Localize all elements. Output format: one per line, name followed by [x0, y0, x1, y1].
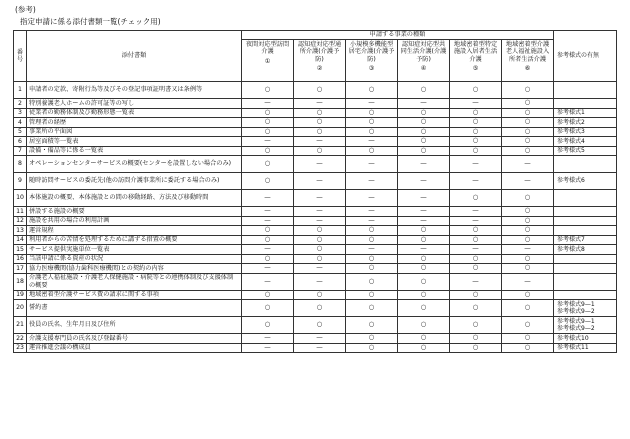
- requirement-mark: —: [346, 156, 398, 173]
- reference-form: [554, 156, 617, 173]
- requirement-mark: ○: [294, 108, 346, 118]
- requirement-mark: —: [398, 245, 450, 255]
- reference-form-label: 参考様式10: [557, 334, 589, 342]
- requirement-mark: —: [502, 273, 554, 290]
- reference-form: [554, 300, 617, 317]
- requirement-mark: ○: [450, 235, 502, 245]
- requirement-mark: ○: [450, 317, 502, 334]
- requirement-mark: ○: [398, 108, 450, 118]
- header-number: 番号: [14, 31, 27, 82]
- reference-form: [554, 127, 617, 137]
- reference-form-label: 参考様式9—2: [557, 325, 595, 332]
- requirement-mark: —: [294, 216, 346, 226]
- requirement-mark: ○: [398, 235, 450, 245]
- row-number: 4: [14, 118, 27, 128]
- requirement-mark: ○: [294, 235, 346, 245]
- table-row: [14, 146, 617, 156]
- requirement-mark: ○: [242, 156, 294, 173]
- row-number: 13: [14, 226, 27, 236]
- requirement-mark: —: [398, 99, 450, 109]
- requirement-mark: —: [294, 207, 346, 217]
- requirement-mark: ○: [346, 108, 398, 118]
- table-row: [14, 317, 617, 334]
- reference-form: [554, 137, 617, 147]
- requirement-mark: ○: [346, 118, 398, 128]
- requirement-mark: —: [450, 99, 502, 109]
- row-number: 23: [14, 343, 27, 353]
- requirement-mark: ○: [450, 334, 502, 344]
- requirement-mark: ○: [502, 99, 554, 109]
- requirement-mark: —: [346, 245, 398, 255]
- requirement-mark: ○: [346, 254, 398, 264]
- reference-form: [554, 82, 617, 99]
- row-number: 9: [14, 173, 27, 190]
- requirement-mark: ○: [398, 264, 450, 274]
- reference-form: [554, 207, 617, 217]
- reference-form: [554, 273, 617, 290]
- requirement-mark: —: [294, 137, 346, 147]
- requirement-mark: ○: [398, 82, 450, 99]
- requirement-mark: ○: [398, 273, 450, 290]
- document-name: 申請者の定款、寄附行為等及びその登記事項証明書又は条例等: [27, 82, 242, 99]
- requirement-mark: ○: [242, 290, 294, 300]
- reference-form: [554, 108, 617, 118]
- requirement-mark: —: [294, 173, 346, 190]
- row-number: 22: [14, 334, 27, 344]
- requirement-mark: ○: [294, 254, 346, 264]
- document-name: 本体施設の概要、本体施設との間の移動経路、方法及び移動時間: [27, 190, 242, 207]
- service-name: 小規模多機能型居宅介護(介護予防): [348, 41, 395, 63]
- requirement-mark: ○: [242, 127, 294, 137]
- row-number: 3: [14, 108, 27, 118]
- reference-form-label: 参考様式7: [557, 236, 585, 244]
- requirement-mark: ○: [450, 108, 502, 118]
- header-service-1: [242, 40, 294, 82]
- requirement-mark: ○: [294, 118, 346, 128]
- requirement-mark: —: [294, 156, 346, 173]
- requirement-mark: ○: [346, 146, 398, 156]
- requirement-mark: ○: [450, 254, 502, 264]
- reference-note: (参考): [15, 5, 36, 14]
- row-number: 15: [14, 245, 27, 255]
- header-service-4: [398, 40, 450, 82]
- table-row: [14, 245, 617, 255]
- row-number: 19: [14, 290, 27, 300]
- service-name: 地域密着型介護老人福祉施設入所者生活介護: [505, 41, 550, 63]
- table-row: [14, 264, 617, 274]
- document-name: 設備・備品等に係る一覧表: [27, 146, 242, 156]
- service-number: ③: [368, 65, 375, 73]
- document-name: 施設を共用の場合の利用計画: [27, 216, 242, 226]
- table-row: [14, 82, 617, 99]
- requirement-mark: ○: [398, 317, 450, 334]
- header-services-group: 申請する事業の種類: [242, 31, 554, 40]
- requirement-mark: ○: [346, 334, 398, 344]
- requirement-mark: —: [242, 99, 294, 109]
- reference-form-label: 参考様式5: [557, 147, 585, 155]
- requirement-mark: —: [242, 343, 294, 353]
- table-row: [14, 235, 617, 245]
- requirement-mark: —: [294, 99, 346, 109]
- document-name: 事業所の平面図: [27, 127, 242, 137]
- table-row: [14, 207, 617, 217]
- requirement-mark: —: [346, 173, 398, 190]
- requirement-mark: —: [242, 273, 294, 290]
- requirement-mark: —: [346, 207, 398, 217]
- requirement-mark: ○: [294, 290, 346, 300]
- requirement-mark: ○: [450, 137, 502, 147]
- requirement-mark: ○: [294, 226, 346, 236]
- requirement-mark: —: [242, 264, 294, 274]
- requirement-mark: —: [242, 190, 294, 207]
- requirement-mark: ○: [398, 226, 450, 236]
- reference-form-label: 参考様式2: [557, 118, 585, 126]
- table-row: [14, 190, 617, 207]
- requirement-mark: —: [502, 156, 554, 173]
- reference-form: [554, 235, 617, 245]
- table-row: [14, 127, 617, 137]
- requirement-mark: —: [346, 99, 398, 109]
- table-row: [14, 108, 617, 118]
- service-name: 認知症対応型共同生活介護(介護予防): [400, 41, 447, 63]
- table-row: [14, 226, 617, 236]
- reference-form: [554, 146, 617, 156]
- document-name: 併設する施設の概要: [27, 207, 242, 217]
- requirement-mark: ○: [242, 300, 294, 317]
- service-name: 地域密着型特定施設入居者生活介護: [453, 41, 498, 63]
- requirement-mark: ○: [346, 226, 398, 236]
- table-row: [14, 300, 617, 317]
- row-number: 6: [14, 137, 27, 147]
- reference-form: [554, 245, 617, 255]
- reference-form-label: 参考様式9—1: [557, 317, 595, 325]
- reference-form: [554, 254, 617, 264]
- table-row: [14, 216, 617, 226]
- requirement-mark: —: [450, 216, 502, 226]
- table-row: [14, 99, 617, 109]
- reference-form-label: 参考様式6: [557, 177, 585, 185]
- requirement-mark: ○: [294, 146, 346, 156]
- reference-form-label: 参考様式9—2: [557, 308, 595, 315]
- reference-form: [554, 190, 617, 207]
- requirement-mark: ○: [346, 273, 398, 290]
- row-number: 10: [14, 190, 27, 207]
- requirement-mark: ○: [450, 82, 502, 99]
- requirement-mark: ○: [294, 127, 346, 137]
- requirement-mark: ○: [450, 118, 502, 128]
- requirement-mark: ○: [398, 254, 450, 264]
- service-number: ①: [264, 57, 271, 65]
- requirement-mark: ○: [502, 82, 554, 99]
- document-name: サービス提供実施単位一覧表: [27, 245, 242, 255]
- requirement-mark: ○: [242, 118, 294, 128]
- requirement-mark: ○: [398, 137, 450, 147]
- attachment-checklist-table: [13, 30, 617, 353]
- requirement-mark: ○: [502, 146, 554, 156]
- requirement-mark: —: [398, 190, 450, 207]
- table-row: [14, 173, 617, 190]
- requirement-mark: ○: [242, 146, 294, 156]
- requirement-mark: —: [294, 273, 346, 290]
- requirement-mark: ○: [242, 317, 294, 334]
- requirement-mark: —: [398, 216, 450, 226]
- row-number: 11: [14, 207, 27, 217]
- document-name: 協力医療機関(協力歯科医療機関)との契約の内容: [27, 264, 242, 274]
- requirement-mark: —: [242, 334, 294, 344]
- requirement-mark: ○: [398, 118, 450, 128]
- table-row: [14, 137, 617, 147]
- reference-form: [554, 317, 617, 334]
- reference-form: [554, 216, 617, 226]
- row-number: 17: [14, 264, 27, 274]
- document-name: 誓約書: [27, 300, 242, 317]
- requirement-mark: ○: [242, 226, 294, 236]
- requirement-mark: ○: [502, 127, 554, 137]
- requirement-mark: ○: [346, 317, 398, 334]
- requirement-mark: ○: [502, 235, 554, 245]
- document-name: オペレーションセンターサービスの概要(センターを設置しない場合のみ): [27, 156, 242, 173]
- table-row: [14, 334, 617, 344]
- service-number: ⑥: [524, 65, 531, 73]
- reference-form: [554, 343, 617, 353]
- requirement-mark: —: [346, 216, 398, 226]
- requirement-mark: ○: [242, 173, 294, 190]
- requirement-mark: —: [450, 207, 502, 217]
- header-reference: 参考様式の有無: [554, 31, 617, 82]
- document-name: 随時訪問サービスの委託先(他の訪問介護事業所に委託する場合のみ): [27, 173, 242, 190]
- table-row: [14, 156, 617, 173]
- document-name: 介護支援専門員の氏名及び登録番号: [27, 334, 242, 344]
- requirement-mark: ○: [450, 290, 502, 300]
- requirement-mark: ○: [346, 127, 398, 137]
- requirement-mark: —: [294, 334, 346, 344]
- row-number: 7: [14, 146, 27, 156]
- requirement-mark: ○: [502, 317, 554, 334]
- header-service-5: [450, 40, 502, 82]
- requirement-mark: —: [242, 245, 294, 255]
- service-number: ②: [316, 65, 323, 73]
- service-name: 認知症対応型通所介護(介護予防): [297, 41, 342, 63]
- row-number: 14: [14, 235, 27, 245]
- row-number: 5: [14, 127, 27, 137]
- requirement-mark: ○: [242, 235, 294, 245]
- header-service-6: [502, 40, 554, 82]
- row-number: 18: [14, 273, 27, 290]
- requirement-mark: ○: [502, 343, 554, 353]
- requirement-mark: ○: [450, 146, 502, 156]
- header-documents: 添付書類: [27, 31, 242, 82]
- row-number: 1: [14, 82, 27, 99]
- service-number: ⑤: [472, 65, 479, 73]
- reference-form: [554, 118, 617, 128]
- reference-form-label: 参考様式1: [557, 109, 585, 117]
- requirement-mark: ○: [450, 300, 502, 317]
- requirement-mark: —: [242, 207, 294, 217]
- table-row: [14, 118, 617, 128]
- reference-form: [554, 173, 617, 190]
- reference-form-label: 参考様式11: [557, 344, 589, 352]
- table-row: [14, 290, 617, 300]
- header-service-3: [346, 40, 398, 82]
- requirement-mark: —: [450, 273, 502, 290]
- requirement-mark: ○: [450, 343, 502, 353]
- requirement-mark: —: [242, 216, 294, 226]
- requirement-mark: ○: [398, 300, 450, 317]
- requirement-mark: ○: [242, 254, 294, 264]
- document-name: 利用者からの苦情を処理するために講ずる措置の概要: [27, 235, 242, 245]
- row-number: 21: [14, 317, 27, 334]
- document-name: 当該申請に係る資産の状況: [27, 254, 242, 264]
- requirement-mark: —: [450, 245, 502, 255]
- requirement-mark: ○: [294, 245, 346, 255]
- requirement-mark: ○: [450, 190, 502, 207]
- requirement-mark: —: [242, 137, 294, 147]
- requirement-mark: —: [450, 156, 502, 173]
- requirement-mark: —: [398, 173, 450, 190]
- requirement-mark: ○: [502, 226, 554, 236]
- requirement-mark: ○: [346, 343, 398, 353]
- requirement-mark: ○: [502, 118, 554, 128]
- requirement-mark: —: [294, 190, 346, 207]
- requirement-mark: ○: [346, 82, 398, 99]
- requirement-mark: ○: [294, 300, 346, 317]
- service-name: 夜間対応型訪問介護: [245, 41, 290, 56]
- requirement-mark: ○: [450, 127, 502, 137]
- requirement-mark: ○: [450, 264, 502, 274]
- reference-form-label: 参考様式8: [557, 245, 585, 253]
- requirement-mark: ○: [502, 137, 554, 147]
- requirement-mark: ○: [502, 216, 554, 226]
- reference-form: [554, 99, 617, 109]
- document-name: 管理者の経歴: [27, 118, 242, 128]
- requirement-mark: ○: [398, 290, 450, 300]
- requirement-mark: —: [450, 173, 502, 190]
- requirement-mark: —: [346, 190, 398, 207]
- reference-form: [554, 226, 617, 236]
- reference-form-label: 参考様式9—1: [557, 300, 595, 308]
- reference-form-label: 参考様式4: [557, 137, 585, 145]
- row-number: 12: [14, 216, 27, 226]
- requirement-mark: ○: [502, 264, 554, 274]
- document-name: 従業者の勤務体制及び勤務形態一覧表: [27, 108, 242, 118]
- requirement-mark: —: [346, 137, 398, 147]
- requirement-mark: ○: [450, 226, 502, 236]
- reference-form: [554, 290, 617, 300]
- requirement-mark: ○: [502, 190, 554, 207]
- document-name: 運営推進会議の構成員: [27, 343, 242, 353]
- requirement-mark: ○: [346, 235, 398, 245]
- requirement-mark: ○: [242, 82, 294, 99]
- requirement-mark: ○: [242, 108, 294, 118]
- requirement-mark: ○: [398, 146, 450, 156]
- requirement-mark: ○: [502, 334, 554, 344]
- requirement-mark: ○: [294, 317, 346, 334]
- requirement-mark: ○: [346, 290, 398, 300]
- document-name: 特別養護老人ホームの許可証等の写し: [27, 99, 242, 109]
- requirement-mark: —: [502, 173, 554, 190]
- row-number: 20: [14, 300, 27, 317]
- reference-form: [554, 264, 617, 274]
- requirement-mark: ○: [398, 343, 450, 353]
- requirement-mark: —: [398, 207, 450, 217]
- document-name: 役員の氏名、生年月日及び住所: [27, 317, 242, 334]
- requirement-mark: —: [502, 245, 554, 255]
- table-row: [14, 254, 617, 264]
- requirement-mark: ○: [502, 207, 554, 217]
- requirement-mark: ○: [502, 108, 554, 118]
- reference-form-label: 参考様式3: [557, 128, 585, 136]
- table-row: [14, 273, 617, 290]
- requirement-mark: ○: [398, 334, 450, 344]
- requirement-mark: ○: [346, 300, 398, 317]
- requirement-mark: —: [294, 343, 346, 353]
- table-row: [14, 343, 617, 353]
- requirement-mark: ○: [294, 82, 346, 99]
- document-name: 介護老人福祉施設・介護老人保健施設・病院等との連携体制及び支援体制の概要: [27, 273, 242, 290]
- document-name: 居室面積等一覧表: [27, 137, 242, 147]
- page-title: 指定申請に係る添付書類一覧(チェック用): [20, 17, 161, 26]
- requirement-mark: ○: [398, 127, 450, 137]
- requirement-mark: —: [294, 264, 346, 274]
- row-number: 2: [14, 99, 27, 109]
- requirement-mark: ○: [502, 254, 554, 264]
- requirement-mark: —: [398, 156, 450, 173]
- reference-form: [554, 334, 617, 344]
- row-number: 16: [14, 254, 27, 264]
- service-number: ④: [420, 65, 427, 73]
- document-name: 運営規程: [27, 226, 242, 236]
- row-number: 8: [14, 156, 27, 173]
- header-service-2: [294, 40, 346, 82]
- requirement-mark: ○: [346, 264, 398, 274]
- requirement-mark: ○: [502, 290, 554, 300]
- requirement-mark: ○: [502, 300, 554, 317]
- document-name: 地域密着型介護サービス費の請求に関する事項: [27, 290, 242, 300]
